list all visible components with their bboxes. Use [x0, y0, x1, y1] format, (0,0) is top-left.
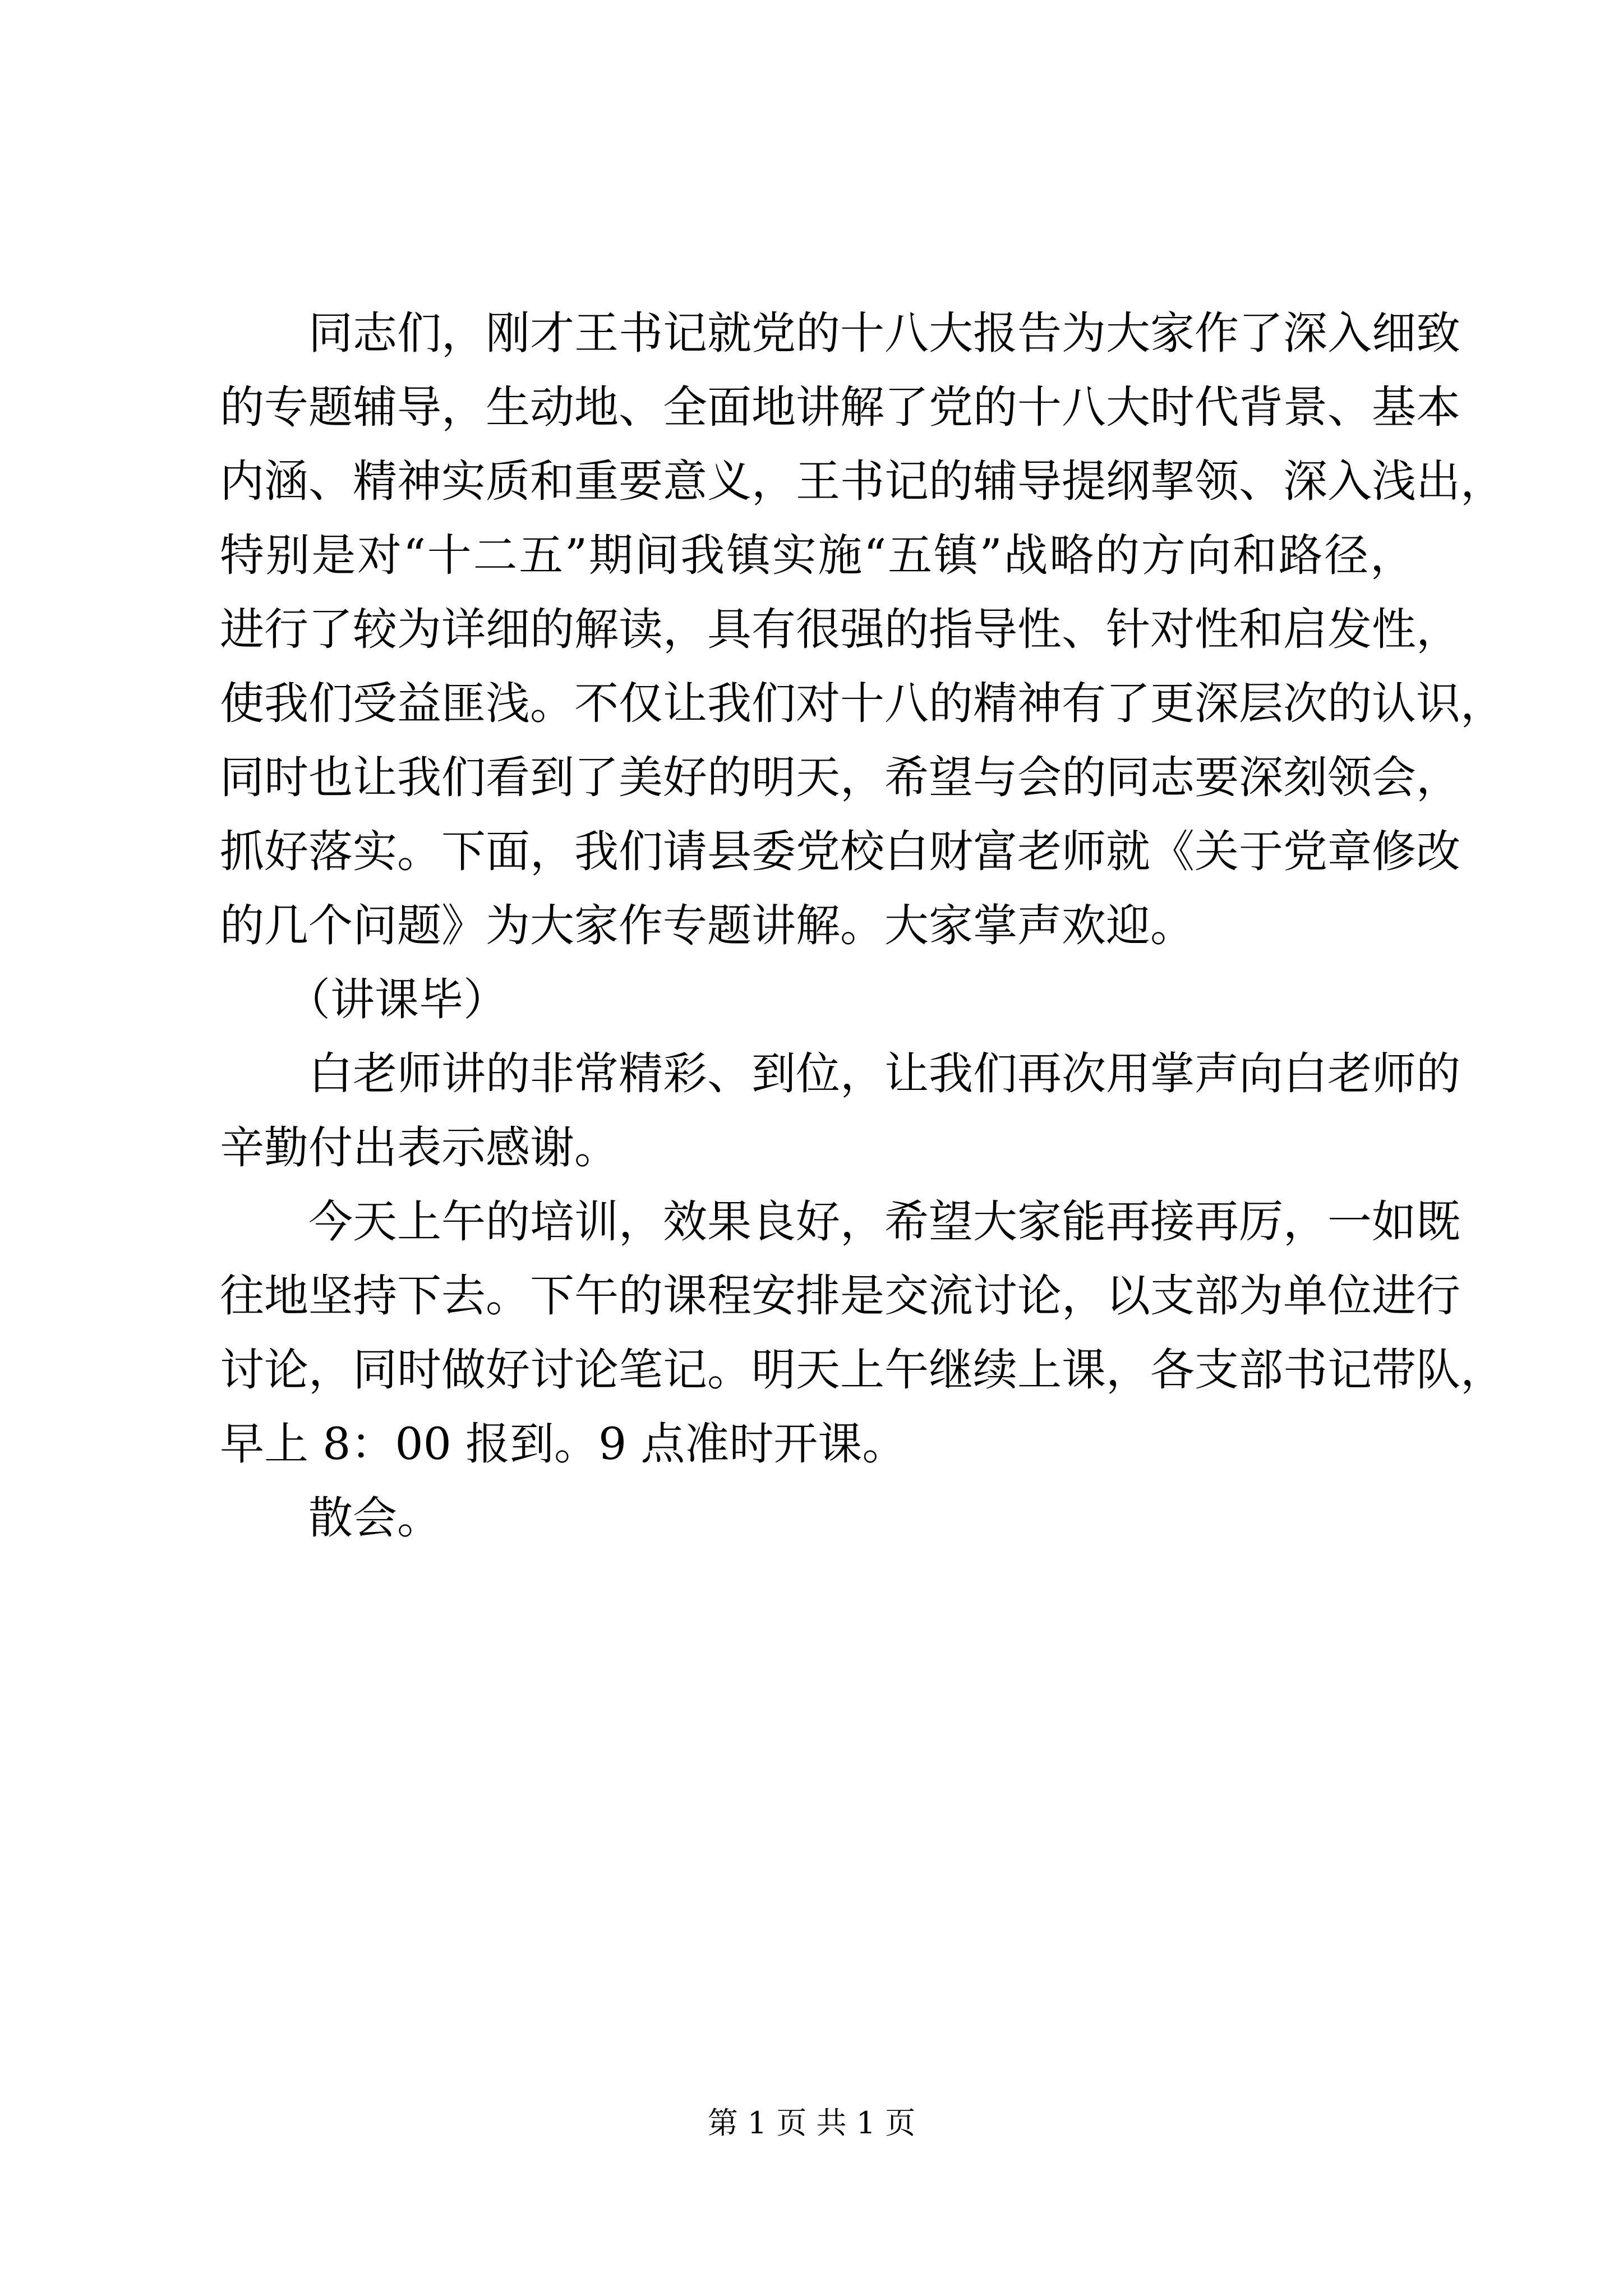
paragraph-line: 进行了较为详细的解读，具有很强的指导性、针对性和启发性，: [220, 604, 1460, 655]
paragraph-line: 内涵、精神实质和重要意义，王书记的辅导提纲挈领、深入浅出，: [220, 455, 1505, 507]
paragraph-line: 同时也让我们看到了美好的明天，希望与会的同志要深刻领会，: [220, 752, 1460, 803]
paragraph-line: 的几个问题》为大家作专题讲解。大家掌声欢迎。: [220, 900, 1195, 951]
paragraph-line: 往地坚持下去。下午的课程安排是交流讨论，以支部为单位进行: [220, 1270, 1460, 1322]
page-footer: 第 1 页 共 1 页: [707, 2105, 916, 2141]
paragraph-line: 讨论，同时做好讨论笔记。明天上午继续上课，各支部书记带队，: [220, 1344, 1505, 1396]
paragraph-line: 散会。: [308, 1492, 441, 1544]
paragraph-line: 今天上午的培训，效果良好，希望大家能再接再厉，一如既: [308, 1196, 1460, 1248]
paragraph-line: 的专题辅导，生动地、全面地讲解了党的十八大时代背景、基本: [220, 381, 1460, 433]
paragraph-line: 辛勤付出表示感谢。: [220, 1122, 619, 1174]
paragraph-line: 同志们，刚才王书记就党的十八大报告为大家作了深入细致: [308, 307, 1460, 359]
paragraph-line: 特别是对“十二五”期间我镇实施“五镇”战略的方向和路径，: [220, 530, 1414, 581]
paragraph-line: 早上 8：00 报到。9 点准时开课。: [220, 1418, 907, 1470]
paragraph-line: 白老师讲的非常精彩、到位，让我们再次用掌声向白老师的: [308, 1048, 1460, 1099]
paragraph-line: 抓好落实。下面，我们请县委党校白财富老师就《关于党章修改: [220, 826, 1460, 877]
paragraph-line: （讲课毕）: [286, 974, 508, 1025]
paragraph-line: 使我们受益匪浅。不仅让我们对十八的精神有了更深层次的认识，: [220, 678, 1505, 729]
